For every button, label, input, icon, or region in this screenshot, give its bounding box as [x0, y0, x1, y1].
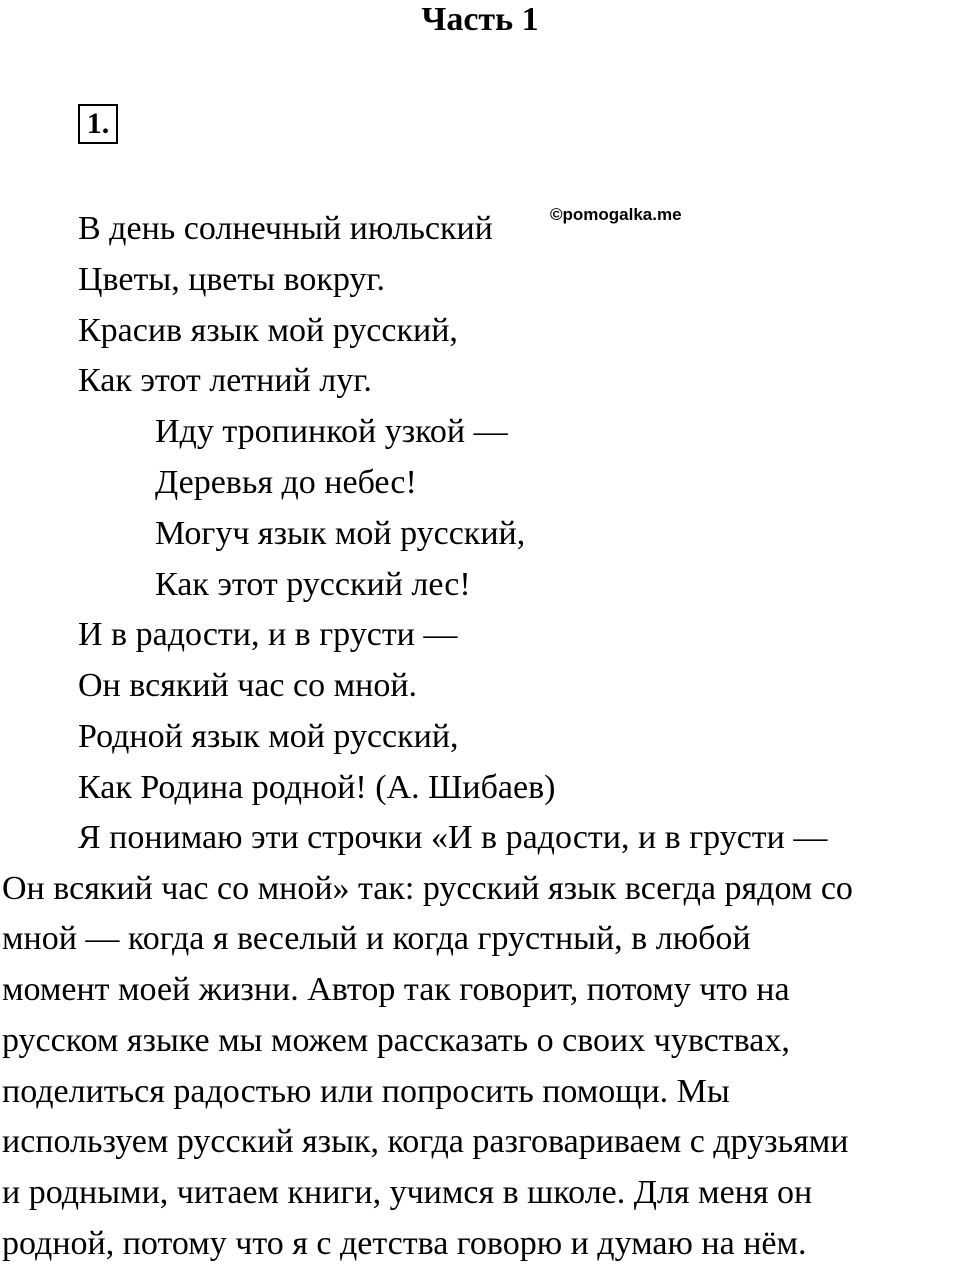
poem-line: Как этот русский лес!: [155, 565, 471, 603]
poem-line: Деревья до небес!: [155, 463, 417, 501]
answer-line: поделиться радостью или попросить помощи. Мы: [2, 1072, 730, 1110]
answer-line: Он всякий час со мной» так: русский язык всегда рядом со: [2, 869, 853, 907]
answer-line: русском языке мы можем рассказать о своих чувствах,: [2, 1021, 790, 1059]
answer-paragraph: [2, 813, 960, 1269]
poem-line: Иду тропинкой узкой —: [155, 413, 508, 451]
poem-line: Родной язык мой русский,: [78, 717, 459, 755]
poem-line: В день солнечный июльский: [78, 210, 493, 247]
answer-line: момент моей жизни. Автор так говорит, потому что на: [2, 971, 790, 1009]
poem-line: Как этот летний луг.: [78, 362, 372, 400]
poem-line: Красив язык мой русский,: [78, 311, 458, 349]
part-title: Часть 1: [421, 1, 539, 38]
poem-line: Как Родина родной! (А. Шибаев): [78, 768, 556, 806]
answer-line: родной, потому что я с детства говорю и думаю на нём.: [2, 1224, 807, 1262]
answer-line: Я понимаю эти строчки «И в радости, и в грусти —: [78, 819, 828, 856]
watermark: ©pomogalka.me: [550, 205, 682, 224]
poem: [78, 204, 555, 814]
answer-line: мной — когда я веселый и когда грустный, в любой: [2, 920, 751, 958]
poem-line: Могуч язык мой русский,: [155, 514, 526, 552]
answer-line: используем русский язык, когда разговариваем с друзьями: [2, 1123, 849, 1161]
poem-line: Цветы, цветы вокруг.: [78, 260, 386, 298]
answer-line: и родными, читаем книги, учимся в школе. Для меня он: [2, 1173, 813, 1211]
task-number-badge: 1.: [78, 104, 118, 144]
poem-line: Он всякий час со мной.: [78, 667, 418, 705]
poem-line: И в радости, и в грусти —: [78, 616, 458, 654]
